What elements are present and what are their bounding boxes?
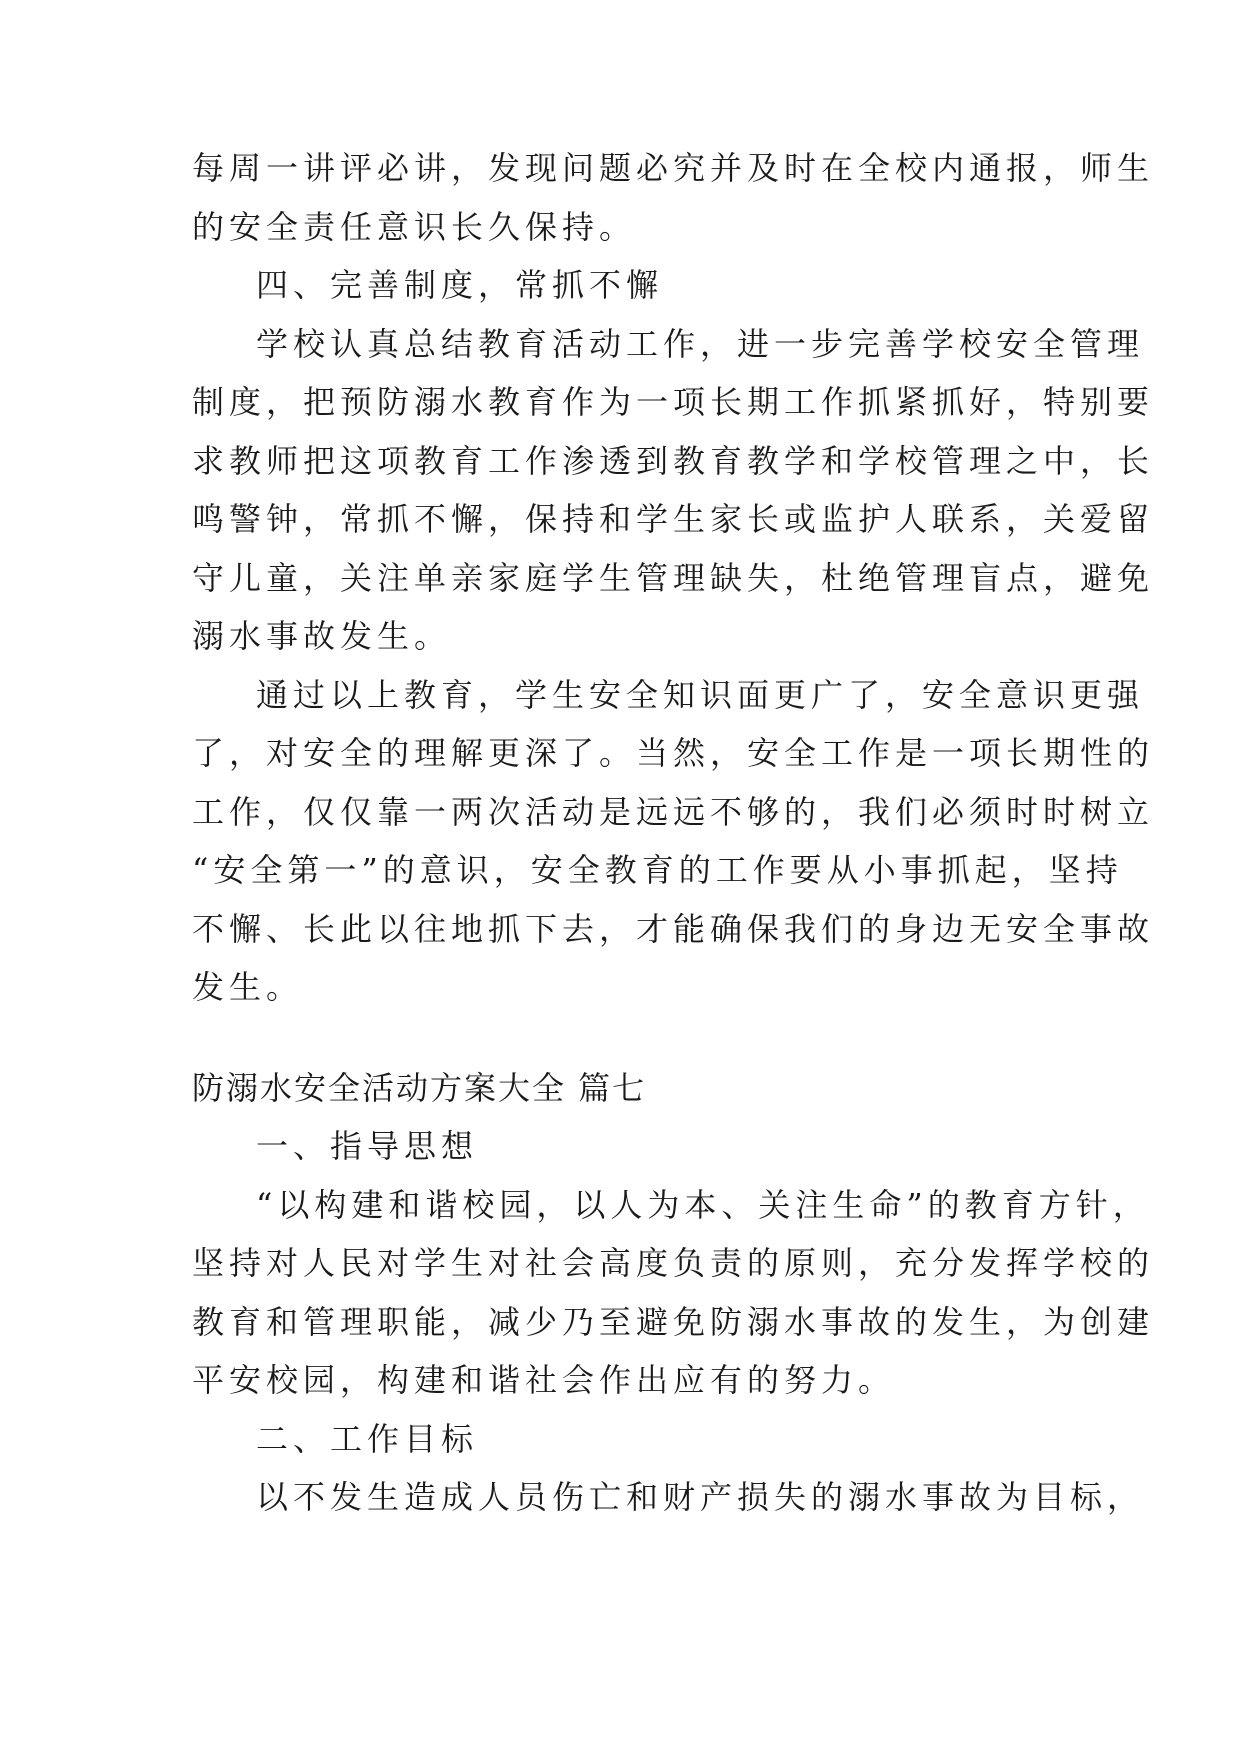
paragraph-line: 以不发生造成人员伤亡和财产损失的溺水事故为目标，	[256, 1478, 1145, 1516]
heading-guiding-ideology: 一、指导思想	[256, 1127, 479, 1165]
paragraph-line: 制度，把预防溺水教育作为一项长期工作抓紧抓好，特别要	[192, 383, 1155, 421]
paragraph-line: 学校认真总结教育活动工作，进一步完善学校安全管理	[256, 324, 1145, 363]
paragraph-line: 溺水事故发生。	[192, 617, 452, 655]
paragraph-line: 教育和管理职能，减少乃至避免防溺水事故的发生，为创建	[192, 1302, 1155, 1341]
heading-improve-system: 四、完善制度，常抓不懈	[256, 266, 664, 304]
paragraph-line: “安全第一”的意识，安全教育的工作要从小事抓起，坚持	[192, 851, 1123, 889]
paragraph-line: 每周一讲评必讲，发现问题必究并及时在全校内通报，师生	[192, 149, 1155, 187]
paragraph-line: 通过以上教育，学生安全知识面更广了，安全意识更强	[256, 675, 1145, 714]
heading-work-goal: 二、工作目标	[256, 1419, 479, 1458]
body-text-part2	[192, 1117, 1155, 1527]
paragraph-line: 平安校园，构建和谐社会作出应有的努力。	[192, 1361, 896, 1399]
paragraph-line: 的安全责任意识长久保持。	[192, 207, 637, 246]
paragraph-line: 鸣警钟，常抓不懈，保持和学生家长或监护人联系，关爱留	[192, 500, 1155, 538]
paragraph-line: 求教师把这项教育工作渗透到教育教学和学校管理之中，长	[192, 441, 1155, 480]
paragraph-line: 守儿童，关注单亲家庭学生管理缺失，杜绝管理盲点，避免	[192, 558, 1155, 597]
paragraph-line: 不懈、长此以往地抓下去，才能确保我们的身边无安全事故	[192, 909, 1155, 948]
paragraph-line: 发生。	[192, 968, 304, 1006]
section-title: 防溺水安全活动方案大全 篇七	[192, 1069, 647, 1107]
paragraph-line: 坚持对人民对学生对社会高度负责的原则，充分发挥学校的	[192, 1244, 1155, 1282]
paragraph-line: “以构建和谐校园，以人为本、关注生命”的教育方针，	[256, 1185, 1150, 1224]
body-text-part1	[192, 139, 1155, 1017]
paragraph-line: 工作，仅仅靠一两次活动是远远不够的，我们必须时时树立	[192, 792, 1155, 831]
paragraph-line: 了，对安全的理解更深了。当然，安全工作是一项长期性的	[192, 734, 1155, 772]
